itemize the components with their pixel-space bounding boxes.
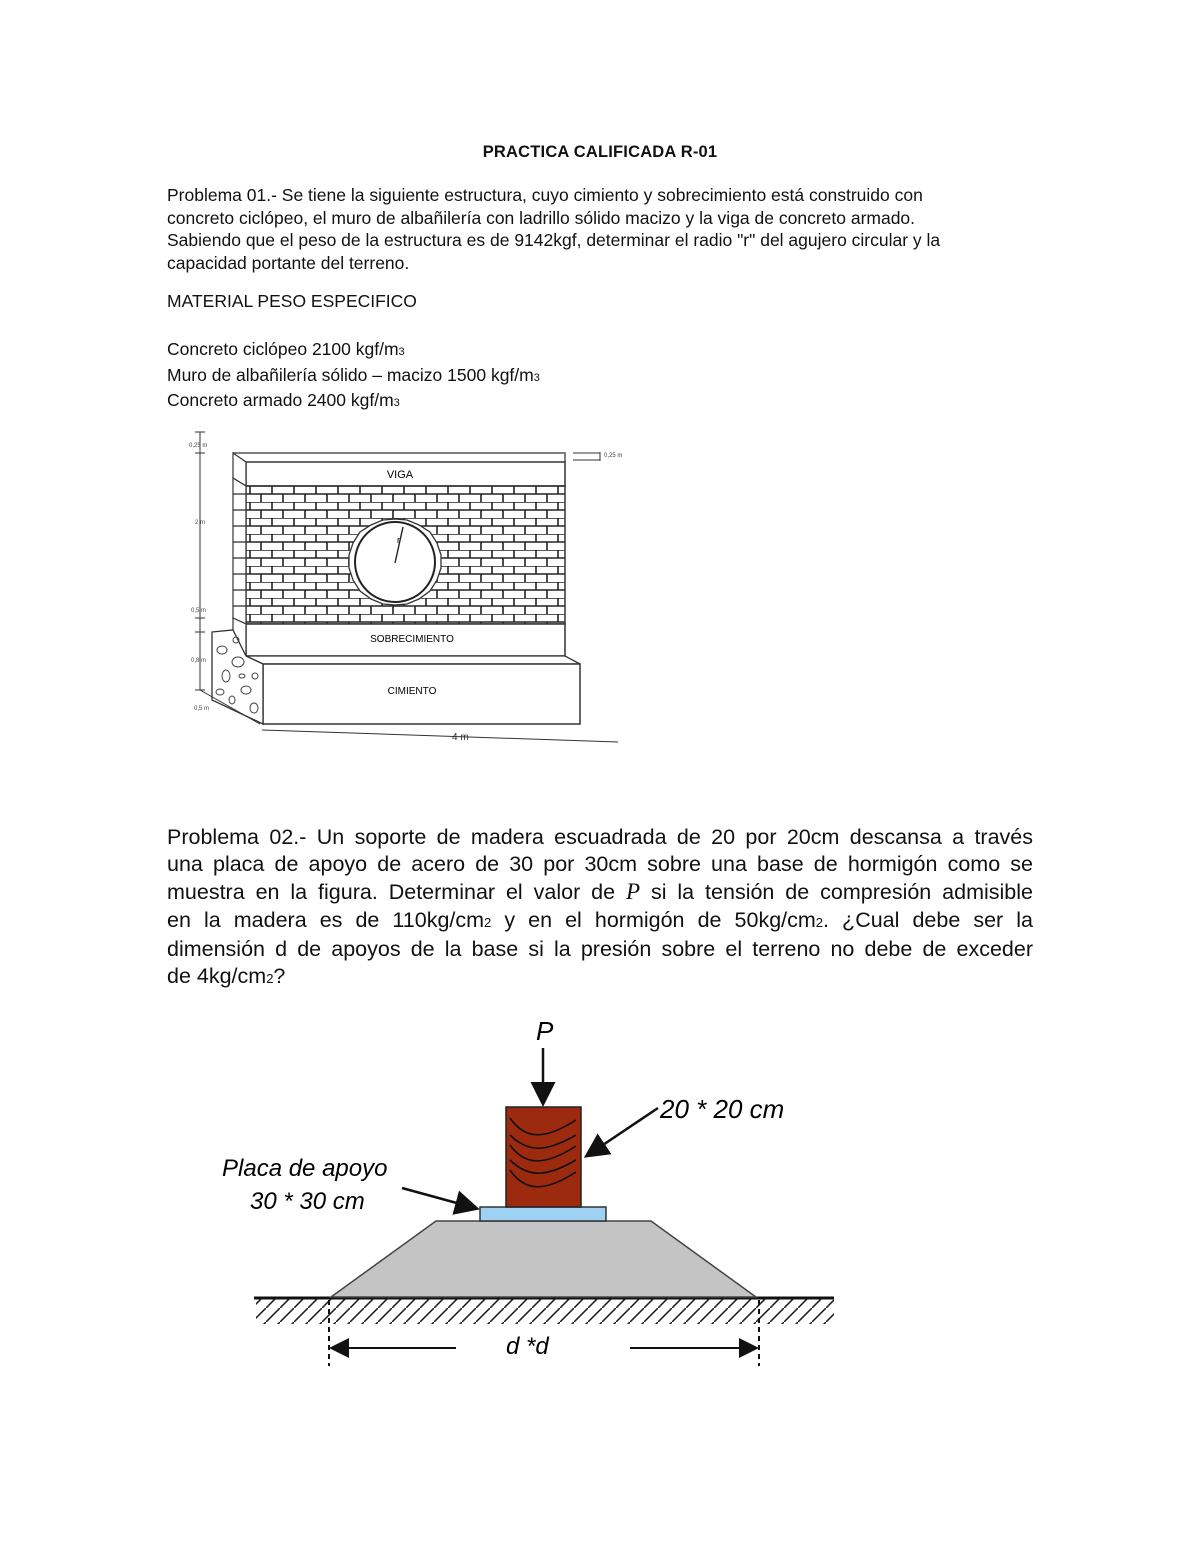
circular-hole <box>349 519 441 605</box>
problem-2-line: dimensión d de apoyos de la base si la presión sobre el terreno no debe de exceder <box>167 936 1033 961</box>
materials-header: MATERIAL PESO ESPECIFICO <box>167 291 417 311</box>
plate-pointer <box>402 1188 475 1208</box>
material-item: Muro de albañilería sólido – macizo 1500 kgf/m3 <box>167 364 540 385</box>
problem-1-line: concreto ciclópeo, el muro de albañilería con ladrillo sólido macizo y la viga de concreto armado. <box>167 207 916 228</box>
post-pointer <box>588 1108 658 1155</box>
sobrecimiento <box>233 618 565 656</box>
label-cimiento: CIMIENTO <box>387 686 437 697</box>
problem-2-line: en la madera es de 110kg/cm2 y en el hormigón de 50kg/cm2. ¿Cual debe ser la <box>167 907 1033 932</box>
problem-2-line: una placa de apoyo de acero de 30 por 30cm sobre una base de hormigón como se <box>167 852 1033 877</box>
label-viga: VIGA <box>386 469 414 481</box>
problem-2-statement <box>167 824 1033 992</box>
material-item: Concreto armado 2400 kgf/m3 <box>167 390 400 410</box>
problem-1-line: capacidad portante del terreno. <box>167 252 410 273</box>
label-plate-title: Placa de apoyo <box>222 1155 388 1182</box>
beam-viga <box>233 453 565 486</box>
dim-base-label: 0,5 m <box>194 706 210 712</box>
steel-plate <box>480 1207 606 1221</box>
dim-sobre-label: 0,5 m <box>191 608 207 614</box>
dim-depth-label: 0,25 m <box>604 453 623 459</box>
dim-width-label: 4 m <box>452 732 469 743</box>
dim-wall-label: 2 m <box>195 520 206 526</box>
problem-1-line: Sabiendo que el peso de la estructura es de 9142kgf, determinar el radio "r" del agujero circular y la <box>167 230 941 250</box>
page-title: PRACTICA CALIFICADA R-01 <box>482 143 718 161</box>
dim-top-label: 0,25 m <box>189 443 208 449</box>
problem-1-line: Problema 01.- Se tiene la siguiente estructura, cuyo cimiento y sobrecimiento está construido con <box>167 185 923 205</box>
label-post-size: 20 * 20 cm <box>660 1094 785 1124</box>
concrete-base <box>331 1221 756 1297</box>
ground <box>254 1298 834 1324</box>
material-item: Concreto ciclópeo 2100 kgf/m3 <box>167 339 405 359</box>
wood-post <box>506 1107 581 1207</box>
label-p: P <box>536 1016 554 1046</box>
label-plate-size: 30 * 30 cm <box>250 1188 365 1215</box>
var-p: P <box>625 879 641 905</box>
label-sobrecimiento: SOBRECIMIENTO <box>370 634 454 645</box>
dim-cim-label: 0,8 m <box>191 658 207 664</box>
label-radius: r <box>397 535 400 545</box>
problem-2-line: muestra en la figura. Determinar el valor de P si la tensión de compresión admisible <box>167 879 1033 905</box>
problem-2-line: Problema 02.- Un soporte de madera escuadrada de 20 por 20cm descansa a través <box>167 825 1033 849</box>
label-d: d *d <box>506 1333 549 1360</box>
problem-2-line: de 4kg/cm2? <box>167 964 286 989</box>
wall-structure-figure <box>0 0 1200 760</box>
footing-figure <box>0 1000 1200 1380</box>
